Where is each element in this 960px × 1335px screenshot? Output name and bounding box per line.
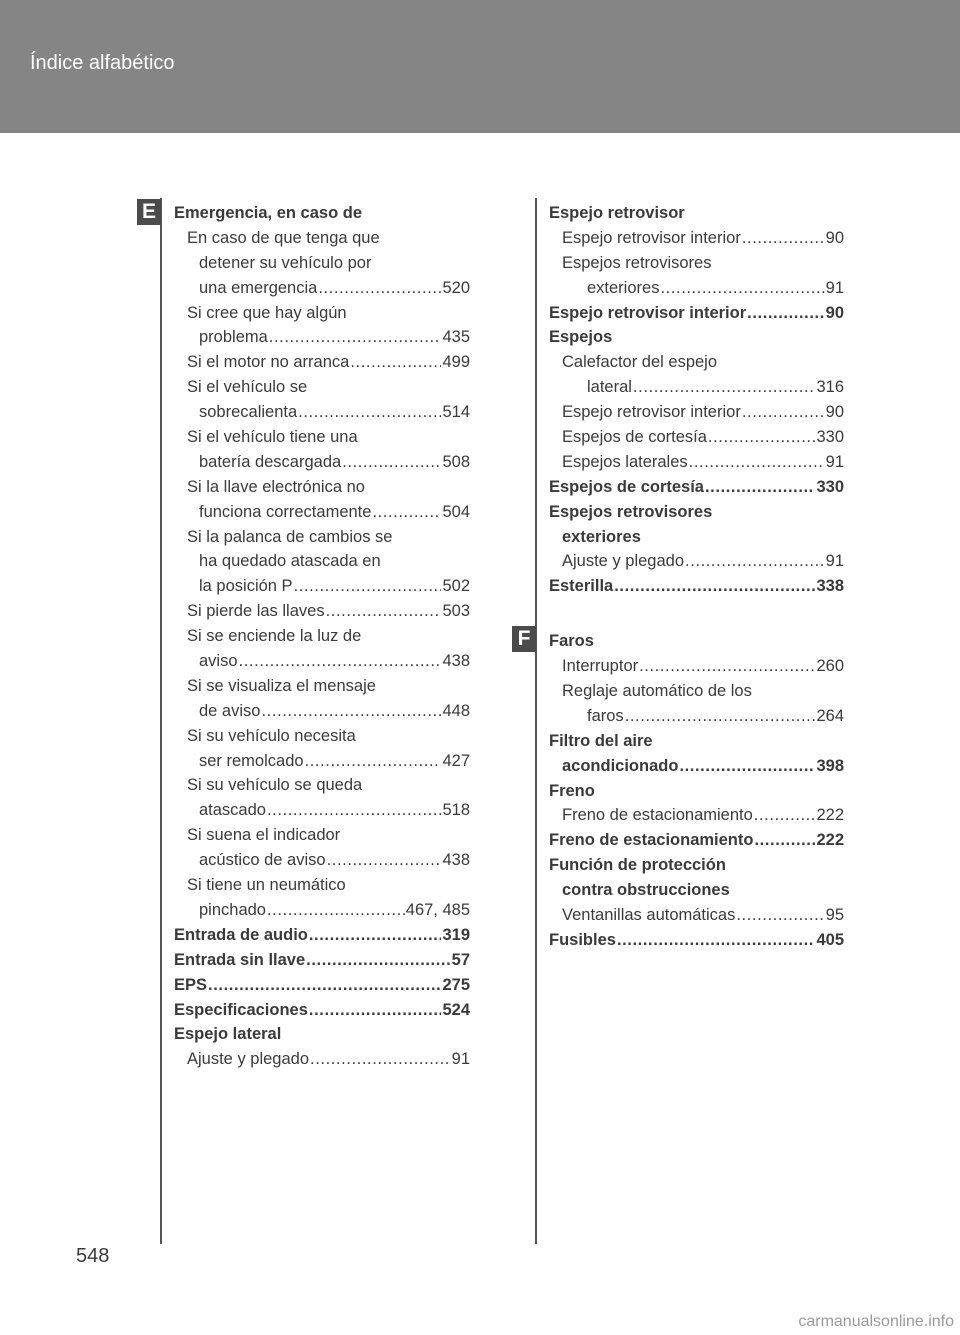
- dot-leader: [269, 325, 442, 350]
- index-term: una emergencia: [199, 278, 318, 297]
- index-entry: [174, 674, 470, 699]
- index-page-ref: 405: [816, 930, 844, 949]
- index-term: de aviso: [199, 701, 261, 720]
- index-term: problema: [199, 328, 268, 347]
- index-page-ref: 222: [816, 806, 844, 825]
- index-entry: [174, 425, 470, 450]
- index-column-right: [549, 201, 844, 953]
- index-entry: [174, 998, 470, 1023]
- index-page-ref: 316: [816, 378, 844, 397]
- index-entry: [174, 251, 470, 276]
- index-term: lateral: [587, 378, 632, 397]
- dot-leader: [625, 704, 816, 729]
- dot-leader: [660, 276, 824, 301]
- index-entry: [549, 251, 844, 276]
- index-term: ser remolcado: [199, 751, 304, 770]
- index-entry: [174, 848, 470, 873]
- index-entry: [549, 475, 844, 500]
- index-entry: [174, 923, 470, 948]
- index-entry: [174, 599, 470, 624]
- index-term: Si el motor no arranca: [187, 353, 350, 372]
- index-term: Freno de estacionamiento: [562, 806, 753, 825]
- dot-leader: [326, 599, 442, 624]
- dot-leader: [294, 574, 442, 599]
- index-entry: [174, 450, 470, 475]
- index-page-ref: 91: [825, 278, 844, 297]
- index-entry: [174, 1022, 470, 1047]
- index-entry: [549, 525, 844, 550]
- index-entry: [549, 276, 844, 301]
- index-entry: [174, 475, 470, 500]
- dot-leader: [708, 425, 816, 450]
- index-entry: [174, 525, 470, 550]
- index-term: Freno: [549, 781, 595, 800]
- index-page-ref: 499: [442, 353, 470, 372]
- dot-leader: [298, 400, 441, 425]
- dot-leader: [327, 848, 442, 873]
- dot-leader: [309, 998, 442, 1023]
- index-entry: [549, 574, 844, 599]
- index-term: Espejo retrovisor interior: [549, 303, 747, 322]
- dot-leader: [305, 749, 442, 774]
- index-page-ref: 435: [442, 328, 470, 347]
- dot-leader: [267, 898, 405, 923]
- index-term: Espejo retrovisor: [549, 204, 685, 222]
- index-entry: [549, 704, 844, 729]
- index-page-ref: 57: [451, 950, 470, 969]
- index-page-ref: 520: [442, 278, 470, 297]
- index-page-ref: 90: [825, 228, 844, 247]
- index-page-ref: 319: [442, 925, 470, 944]
- index-term: contra obstrucciones: [562, 881, 730, 900]
- index-term: acondicionado: [562, 756, 679, 775]
- index-entry: [549, 425, 844, 450]
- index-entry: [174, 549, 470, 574]
- index-term: Espejo retrovisor interior: [562, 228, 741, 247]
- index-entry: [549, 325, 844, 350]
- dot-leader: [689, 450, 825, 475]
- dot-leader: [754, 803, 816, 828]
- index-term: Si se visualiza el mensaje: [187, 676, 376, 695]
- section-tab-f: F: [512, 626, 536, 652]
- index-entry: [549, 729, 844, 754]
- section-tab-e: E: [137, 199, 161, 225]
- index-term: Ajuste y plegado: [562, 552, 685, 571]
- index-entry: [549, 754, 844, 779]
- index-page-ref: 91: [451, 1050, 470, 1069]
- index-entry: [549, 549, 844, 574]
- dot-leader: [267, 798, 442, 823]
- index-term: Ajuste y plegado: [187, 1050, 310, 1069]
- index-entry: [174, 226, 470, 251]
- index-term: Si el vehículo tiene una: [187, 428, 358, 447]
- index-term: la posición P: [199, 577, 293, 596]
- dot-leader: [685, 549, 825, 574]
- index-entry: [549, 828, 844, 853]
- index-term: Si cree que hay algún: [187, 303, 347, 322]
- dot-leader: [261, 699, 441, 724]
- index-page-ref: 514: [442, 403, 470, 422]
- index-term: Si la palanca de cambios se: [187, 527, 393, 546]
- index-term: Si el vehículo se: [187, 378, 308, 397]
- index-term: Espejo retrovisor interior: [562, 403, 741, 422]
- index-term: Interruptor: [562, 657, 639, 676]
- index-entry: [549, 878, 844, 903]
- page-number: 548: [76, 1245, 110, 1267]
- index-term: faros: [587, 706, 624, 725]
- index-entry: [174, 948, 470, 973]
- index-term: batería descargada: [199, 452, 342, 471]
- index-entry: [174, 773, 470, 798]
- index-page-ref: 264: [816, 706, 844, 725]
- index-page-ref: 503: [442, 602, 470, 621]
- index-entry: [174, 724, 470, 749]
- index-term: Si pierde las llaves: [187, 602, 325, 621]
- index-term: pinchado: [199, 900, 266, 919]
- index-entry: [174, 823, 470, 848]
- index-entry: [174, 276, 470, 301]
- dot-leader: [342, 450, 441, 475]
- index-term: Entrada sin llave: [174, 950, 306, 969]
- index-entry: [549, 803, 844, 828]
- index-entry: [174, 201, 470, 226]
- index-term: acústico de aviso: [199, 851, 326, 870]
- index-term: Si su vehículo se queda: [187, 776, 363, 795]
- index-column-left: [174, 201, 470, 1072]
- index-page-ref: 330: [816, 428, 844, 447]
- index-page-ref: 338: [816, 577, 844, 596]
- index-entry: [549, 201, 844, 226]
- index-term: Espejos laterales: [562, 452, 688, 471]
- index-term: Espejo lateral: [174, 1025, 282, 1044]
- index-term: EPS: [174, 975, 208, 994]
- index-entry: [549, 450, 844, 475]
- index-term: atascado: [199, 801, 266, 820]
- index-entry: [174, 325, 470, 350]
- index-entry: [174, 699, 470, 724]
- index-entry: [174, 649, 470, 674]
- column-rule-right: [535, 198, 537, 1244]
- index-term: Si se enciende la luz de: [187, 627, 362, 646]
- index-term: Espejos retrovisores: [549, 502, 713, 521]
- index-entry: [549, 629, 844, 654]
- index-entry: [174, 898, 470, 923]
- index-term: Si suena el indicador: [187, 826, 341, 845]
- index-page-ref: 91: [825, 452, 844, 471]
- index-term: Espejos de cortesía: [549, 477, 704, 496]
- index-entry: [549, 779, 844, 804]
- index-term: exteriores: [562, 527, 641, 546]
- index-entry: [549, 679, 844, 704]
- index-term: Espejos: [549, 328, 613, 347]
- index-page-ref: 90: [825, 403, 844, 422]
- index-entry: [174, 350, 470, 375]
- index-page-ref: 275: [442, 975, 470, 994]
- index-entry: [174, 1047, 470, 1072]
- index-term: Calefactor del espejo: [562, 353, 718, 372]
- index-term: Fusibles: [549, 930, 616, 949]
- dot-leader: [239, 649, 442, 674]
- index-term: Entrada de audio: [174, 925, 308, 944]
- index-page-ref: 398: [816, 756, 844, 775]
- index-term: ha quedado atascada en: [199, 552, 381, 571]
- dot-leader: [306, 948, 451, 973]
- index-entry: [174, 798, 470, 823]
- index-term: Freno de estacionamiento: [549, 831, 754, 850]
- index-page-ref: 222: [816, 831, 844, 850]
- index-page-ref: 95: [825, 906, 844, 925]
- index-entry: [174, 749, 470, 774]
- dot-leader: [372, 500, 441, 525]
- index-term: Esterilla: [549, 577, 614, 596]
- index-term: aviso: [199, 652, 238, 671]
- dot-leader: [350, 350, 441, 375]
- index-page-ref: 260: [816, 657, 844, 676]
- dot-leader: [614, 574, 815, 599]
- index-page-ref: 438: [442, 851, 470, 870]
- index-term: En caso de que tenga que: [187, 228, 380, 247]
- dot-leader: [310, 1047, 451, 1072]
- index-term: Si su vehículo necesita: [187, 726, 356, 745]
- index-page-ref: 518: [442, 801, 470, 820]
- index-entry: [174, 574, 470, 599]
- dot-leader: [736, 903, 824, 928]
- index-term: sobrecalienta: [199, 403, 298, 422]
- dot-leader: [617, 928, 816, 953]
- index-entry: [549, 654, 844, 679]
- index-term: Reglaje automático de los: [562, 682, 752, 701]
- index-page-ref: 502: [442, 577, 470, 596]
- index-term: Espejos de cortesía: [562, 428, 707, 447]
- dot-leader: [705, 475, 815, 500]
- index-page-ref: 448: [442, 701, 470, 720]
- index-entry: [549, 500, 844, 525]
- index-page-ref: 508: [442, 452, 470, 471]
- index-entry: [174, 873, 470, 898]
- index-page-ref: 427: [442, 751, 470, 770]
- index-term: detener su vehículo por: [199, 253, 372, 272]
- index-entry: [174, 400, 470, 425]
- index-entry: [549, 301, 844, 326]
- index-page-ref: 524: [442, 1000, 470, 1019]
- dot-leader: [679, 754, 815, 779]
- index-entry: [549, 928, 844, 953]
- dot-leader: [742, 226, 825, 251]
- index-entry: [174, 624, 470, 649]
- dot-leader: [639, 654, 815, 679]
- index-entry: [549, 400, 844, 425]
- index-term: funciona correctamente: [199, 502, 372, 521]
- index-term: Si la llave electrónica no: [187, 477, 365, 496]
- index-page-ref: 438: [442, 652, 470, 671]
- index-term: exteriores: [587, 278, 660, 297]
- watermark: carmanualsonline.info: [798, 1313, 954, 1330]
- dot-leader: [208, 973, 441, 998]
- section-gap: [549, 599, 844, 629]
- index-entry: [549, 903, 844, 928]
- index-entry: [174, 375, 470, 400]
- index-term: Faros: [549, 632, 594, 651]
- index-term: Ventanillas automáticas: [562, 906, 736, 925]
- index-entry: [174, 500, 470, 525]
- index-term: Espejos retrovisores: [562, 253, 712, 272]
- index-entry: [549, 375, 844, 400]
- index-term: Filtro del aire: [549, 731, 653, 750]
- index-term: Función de protección: [549, 856, 726, 875]
- page-header: [0, 0, 960, 133]
- index-entry: [549, 226, 844, 251]
- index-term: Emergencia, en caso de: [174, 204, 363, 222]
- dot-leader: [754, 828, 815, 853]
- index-page-ref: 330: [816, 477, 844, 496]
- column-rule-left: [160, 198, 162, 1244]
- index-entry: [549, 350, 844, 375]
- index-page-ref: 91: [825, 552, 844, 571]
- index-page-ref: 504: [442, 502, 470, 521]
- dot-leader: [633, 375, 816, 400]
- dot-leader: [309, 923, 442, 948]
- dot-leader: [318, 276, 441, 301]
- dot-leader: [747, 301, 825, 326]
- index-term: Especificaciones: [174, 1000, 308, 1019]
- index-entry: [174, 973, 470, 998]
- header-title: Índice alfabético: [30, 52, 175, 74]
- index-page-ref: 467, 485: [405, 900, 470, 919]
- index-term: Si tiene un neumático: [187, 876, 346, 895]
- index-entry: [174, 301, 470, 326]
- index-entry: [549, 853, 844, 878]
- dot-leader: [742, 400, 825, 425]
- index-page-ref: 90: [825, 303, 844, 322]
